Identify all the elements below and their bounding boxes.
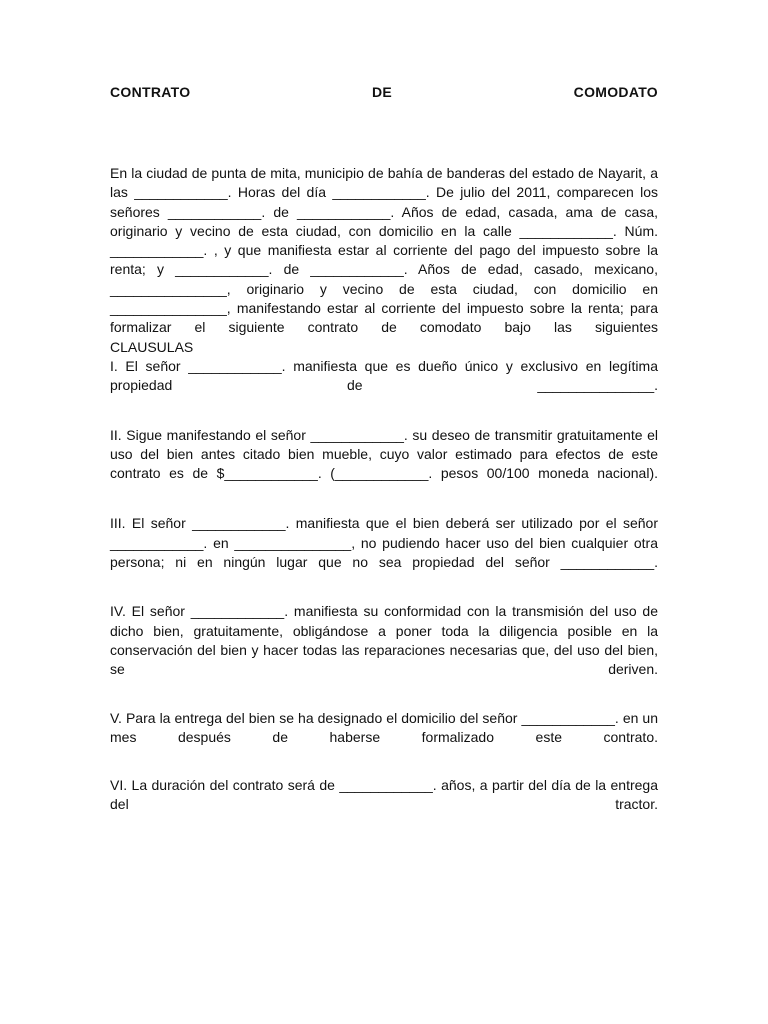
clause-5: V. Para la entrega del bien se ha designado el domicilio del señor ____________. en un mes después de haberse formalizado este contrato. [110,709,658,745]
clause-6: VI. La duración del contrato será de ____________. años, a partir del día de la entrega del tractor. [110,777,658,813]
document-title [110,84,658,100]
title-word-comodato: COMODATO [573,84,658,100]
clauses-heading: CLAUSULAS [110,338,194,355]
title-word-de: DE [372,84,393,100]
clause-3: III. El señor ____________. manifiesta que el bien deberá ser utilizado por el señor ____________. en _______________, no pudiendo hacer uso del bien cualquier otra persona; ni en ningún lugar que no sea propiedad del señor ____________. [110,515,658,571]
intro-paragraph: En la ciudad de punta de mita, municipio de bahía de banderas del estado de Nayarit, a las ____________. Horas del día ____________. De julio del 2011, comparecen los señores ____________. de ____________. Años de edad, casada, ama de casa, originario y vecino de esta ciudad, con domicilio en la calle ____________. Núm. ____________. , y que manifiesta estar al corriente del pago del impuesto sobre la renta; y ____________. de ____________. Años de edad, casado, mexicano, _______________, originario y vecino de esta ciudad, con domicilio en _______________, manifestando estar al corriente del impuesto sobre la renta; para formalizar el siguiente contrato de comodato bajo las siguientes [110,165,658,336]
clause-4: IV. El señor ____________. manifiesta su conformidad con la transmisión del uso de dicho bien, gratuitamente, obligándose a poner toda la diligencia posible en la conservación del bien y hacer todas las reparaciones necesarias que, del uso del bien, se deriven. [110,603,658,678]
title-word-contrato: CONTRATO [110,84,191,100]
clause-2: II. Sigue manifestando el señor ____________. su deseo de transmitir gratuitamente el uso del bien antes citado bien mueble, cuyo valor estimado para efectos de este contrato es de $____________. (____________. pesos 00/100 moneda nacional). [110,426,658,482]
document-body [110,164,658,815]
clause-1: I. El señor ____________. manifiesta que es dueño único y exclusivo en legítima propiedad de _______________. [110,357,658,394]
